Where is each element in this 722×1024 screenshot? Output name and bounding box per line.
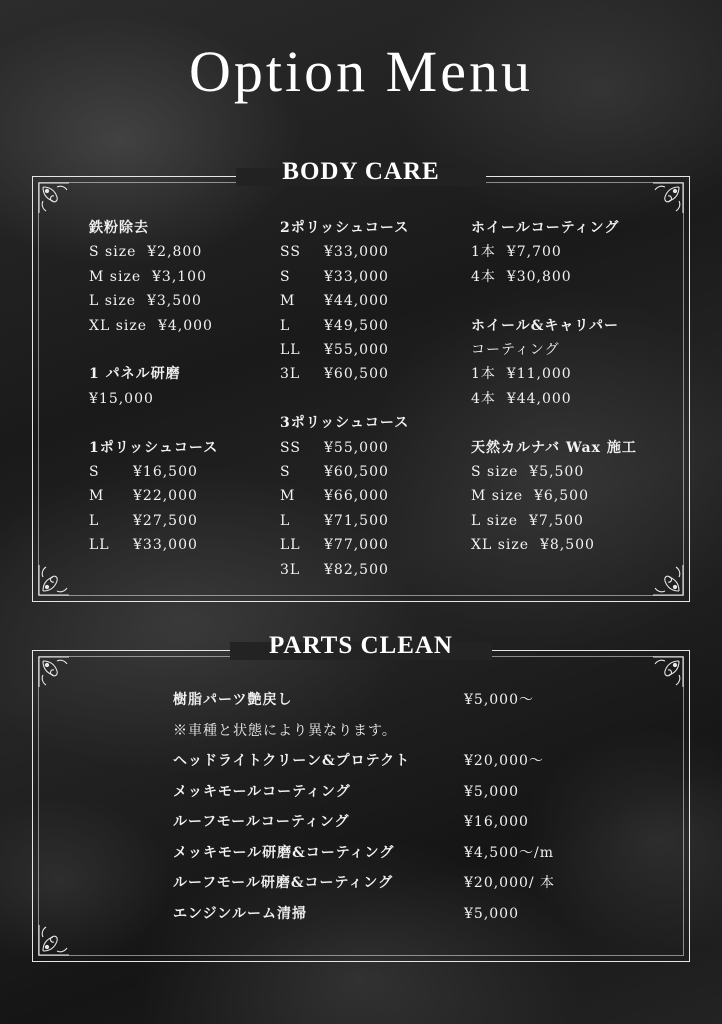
size-label: S <box>280 268 291 285</box>
size-label: L <box>280 512 291 529</box>
service-name: ヘッドライトクリーン&プロテクト <box>173 753 411 769</box>
spacer <box>471 411 637 435</box>
price-value: ¥33,000 <box>133 537 198 554</box>
section-heading-parts-clean: PARTS CLEAN <box>269 632 453 659</box>
size-label: S <box>89 464 100 481</box>
menu-price-line: 1本 ¥11,000 <box>471 366 572 383</box>
spacer <box>89 411 218 435</box>
menu-size-price <box>280 533 409 557</box>
menu-category-title: ホイール&キャリパー <box>471 317 619 334</box>
service-price: ¥16,000 <box>464 814 529 830</box>
menu-category-title: 3ポリッシュコース <box>280 415 410 432</box>
menu-size-price <box>89 460 218 484</box>
service-price: ¥20,000/ 本 <box>464 875 556 891</box>
service-price: ¥5,000～ <box>464 692 534 708</box>
service-price: ¥5,000 <box>464 783 519 800</box>
price-value: ¥77,000 <box>324 537 389 554</box>
menu-price-line: S size ¥5,500 <box>471 464 585 481</box>
menu-price-line: M size ¥3,100 <box>89 268 207 285</box>
menu-size-price <box>89 509 218 533</box>
menu-size-price <box>89 484 218 508</box>
ornament-corner-icon <box>37 181 71 215</box>
menu-size-price <box>280 240 409 264</box>
service-price: ¥5,000 <box>464 905 519 922</box>
section-heading-body-care: BODY CARE <box>282 158 440 185</box>
service-name: メッキモールコーティング <box>173 783 351 800</box>
menu-price-line: 4本 ¥44,000 <box>471 390 572 407</box>
spacer <box>89 338 218 362</box>
ornament-corner-icon <box>37 563 71 597</box>
parts-clean-panel <box>32 650 690 962</box>
size-label: L <box>280 317 291 334</box>
spacer <box>471 289 637 313</box>
body-care-column-2 <box>280 216 409 582</box>
menu-category-title: 2ポリッシュコース <box>280 220 410 236</box>
price-value: ¥71,500 <box>324 512 389 529</box>
size-label: 3L <box>280 561 301 578</box>
service-name: ルーフモールコーティング <box>173 814 350 830</box>
price-value: ¥60,500 <box>324 366 389 383</box>
menu-size-price <box>280 338 409 362</box>
menu-category-title: 天然カルナバ Wax 施工 <box>471 439 637 456</box>
size-label: M <box>280 293 296 310</box>
menu-size-price <box>280 265 409 289</box>
size-label: S <box>280 464 291 481</box>
price-value: ¥60,500 <box>324 464 389 481</box>
menu-category-title: 鉄粉除去 <box>89 220 149 236</box>
price-value: ¥82,500 <box>324 561 389 578</box>
price-value: ¥44,000 <box>324 293 389 310</box>
ornament-corner-icon <box>37 923 71 957</box>
menu-price-line: M size ¥6,500 <box>471 488 589 505</box>
menu-size-price <box>280 558 409 582</box>
service-name: メッキモール研磨&コーティング <box>173 844 395 861</box>
menu-size-price <box>280 314 409 338</box>
page-title: Option Menu <box>189 39 533 104</box>
menu-size-price <box>280 509 409 533</box>
service-price: ¥4,500～/m <box>464 844 554 861</box>
menu-category-title: 1ポリッシュコース <box>89 439 219 456</box>
menu-price-line: S size ¥2,800 <box>89 244 203 261</box>
price-value: ¥49,500 <box>324 317 389 334</box>
price-value: ¥33,000 <box>324 268 389 285</box>
menu-price-line: ¥15,000 <box>89 390 154 407</box>
menu-price-line: XL size ¥4,000 <box>89 317 213 334</box>
menu-category-title: ホイールコーティング <box>471 220 620 236</box>
menu-price-line: L size ¥7,500 <box>471 512 584 529</box>
service-name: ルーフモール研磨&コーティング <box>173 875 394 891</box>
menu-size-price <box>280 460 409 484</box>
size-label: M <box>89 488 105 505</box>
price-value: ¥55,000 <box>324 439 389 456</box>
spacer <box>280 387 409 411</box>
menu-price-line: コーティング <box>471 342 560 359</box>
menu-size-price <box>280 362 409 386</box>
menu-size-price <box>280 484 409 508</box>
ornament-corner-icon <box>651 181 685 215</box>
body-care-column-3 <box>471 216 637 558</box>
ornament-corner-icon <box>651 655 685 689</box>
price-value: ¥16,500 <box>133 464 198 481</box>
price-value: ¥27,500 <box>133 512 198 529</box>
price-value: ¥22,000 <box>133 488 198 505</box>
service-name: 樹脂パーツ艶戻し <box>173 692 293 708</box>
service-name: エンジンルーム清掃 <box>173 905 307 922</box>
price-value: ¥55,000 <box>324 342 389 359</box>
service-price: ¥20,000～ <box>464 753 544 769</box>
note-text: ※車種と状態により異なります。 <box>173 722 397 739</box>
menu-category-title: 1 パネル研磨 <box>89 366 181 383</box>
ornament-corner-icon <box>37 655 71 689</box>
menu-price-line: 1本 ¥7,700 <box>471 244 562 261</box>
size-label: M <box>280 488 296 505</box>
menu-price-line: XL size ¥8,500 <box>471 537 595 554</box>
size-label: L <box>89 512 100 529</box>
menu-size-price <box>280 436 409 460</box>
size-label: SS <box>280 439 301 456</box>
price-value: ¥66,000 <box>324 488 389 505</box>
ornament-corner-icon <box>651 563 685 597</box>
menu-price-line: 4本 ¥30,800 <box>471 268 572 285</box>
body-care-column-1 <box>89 216 218 558</box>
size-label: LL <box>280 342 301 359</box>
size-label: LL <box>280 537 301 554</box>
menu-size-price <box>89 533 218 557</box>
size-label: LL <box>89 537 110 554</box>
price-value: ¥33,000 <box>324 244 389 261</box>
size-label: 3L <box>280 366 301 383</box>
menu-size-price <box>280 289 409 313</box>
menu-price-line: L size ¥3,500 <box>89 293 202 310</box>
size-label: SS <box>280 244 301 261</box>
